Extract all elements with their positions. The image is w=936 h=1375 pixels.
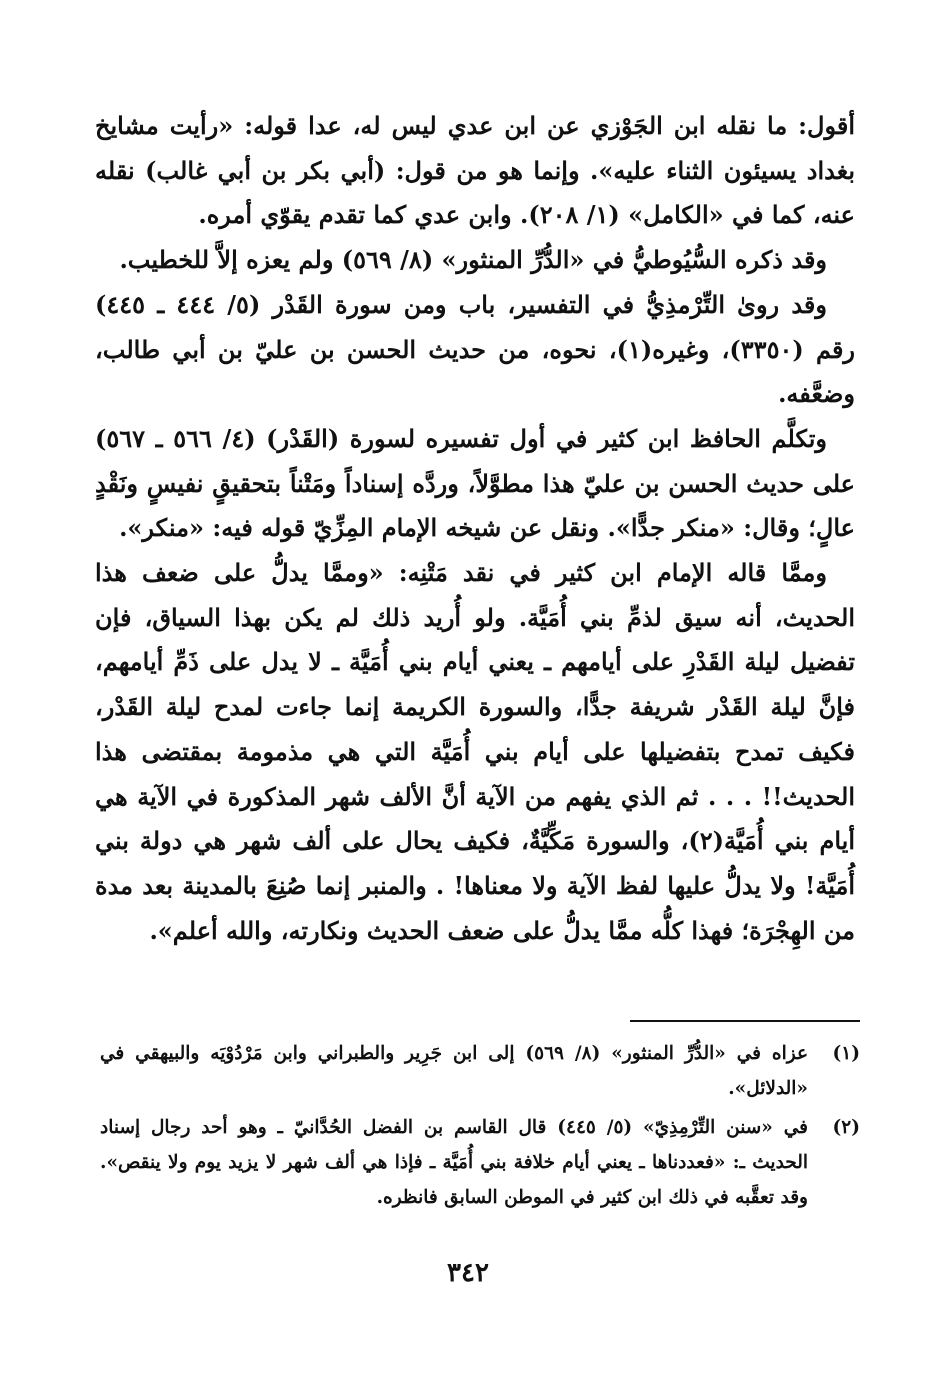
footnotes [100, 1036, 860, 1219]
paragraph-5: وممَّا قاله الإمام ابن كثير في نقد مَتْنِه: «وممَّا يدلُّ على ضعف هذا الحديث، أنه سيق لذمِّ بني أُمَيَّة. ولو أُريد ذلك لم يكن بهذا السياق، فإن تفضيل ليلة القَدْرِ على أيامهم ـ يعني أيام بني أُمَيَّة ـ لا يدل على ذَمِّ أيامهم، فإنَّ ليلة القَدْر شريفة جدًّا، والسورة الكريمة إنما جاءت لمدح ليلة القَدْر، فكيف تمدح بتفضيلها على أيام بني أُمَيَّة التي هي مذمومة بمقتضى هذا الحديث!! . . . ثم الذي يفهم من الآية أنَّ الألف شهر المذكورة في الآية هي أيام بني أُمَيَّة(٢)، والسورة مَكِّيَّةٌ، فكيف يحال على ألف شهر هي دولة بني أُمَيَّة! ولا يدلُّ عليها لفظ الآية ولا معناها! . والمنبر إنما صُنِعَ بالمدينة بعد مدة من الهِجْرَة؛ فهذا كلُّه ممَّا يدلُّ على ضعف الحديث ونكارته، والله أعلم». [95, 558, 855, 945]
footnote-text: عزاه في «الدُّرِّ المنثور» (٨/ ٥٦٩) إلى ابن جَرِير والطبراني وابن مَرْدُوْيَه والبيهقي في «الدلائل». [100, 1043, 808, 1099]
footnote-separator [630, 1020, 860, 1022]
footnote-text: في «سنن التِّرْمِذِيّ» (٥/ ٤٤٥) قال القاسم بن الفضل الحُدَّانيّ ـ وهو أحد رجال إسناد الحديث ـ: «فعددناها ـ يعني أيام خلافة بني أُمَيَّة ـ فإذا هي ألف شهر لا يزيد يوم ولا ينقص». وقد تعقَّبه في ذلك ابن كثير في الموطن السابق فانظره. [100, 1117, 809, 1208]
main-text [95, 104, 855, 953]
footnote-number: (١) [832, 1043, 860, 1064]
paragraph-1: أقول: ما نقله ابن الجَوْزي عن ابن عدي ليس له، عدا قوله: «رأيت مشايخ بغداد يسيئون الثناء عليه». وإنما هو من قول: (أبي بكر بن أبي غالب) نقله عنه، كما في «الكامل» (١/ ٢٠٨). وابن عدي كما تقدم يقوّي أمره. [95, 111, 856, 230]
paragraph-4: وتكلَّم الحافظ ابن كثير في أول تفسيره لسورة (القَدْر) (٤/ ٥٦٦ ـ ٥٦٧) على حديث الحسن بن عليّ هذا مطوَّلاً، وردَّه إسناداً ومَتْناً بتحقيقٍ نفيسٍ ونَقْدٍ عالٍ؛ وقال: «منكر جدًّا». ونقل عن شيخه الإمام المِزِّيّ قوله فيه: «منكر». [95, 423, 855, 543]
footnote-number: (٢) [832, 1117, 860, 1138]
footnote-1 [100, 1036, 860, 1106]
paragraph-2: وقد ذكره السُّيُوطيُّ في «الدُّرِّ المنثور» (٨/ ٥٦٩) ولم يعزه إلاَّ للخطيب. [119, 245, 827, 275]
page-number: ٣٤٢ [447, 1258, 489, 1288]
paragraph-3: وقد روىٰ التِّرْمذِيُّ في التفسير، باب ومن سورة القَدْر (٥/ ٤٤٤ ـ ٤٤٥) رقم (٣٣٥٠)، وغيره(١)، نحوه، من حديث الحسن بن عليّ بن أبي طالب، وضعَّفه. [95, 289, 856, 409]
footnote-2 [100, 1110, 860, 1215]
